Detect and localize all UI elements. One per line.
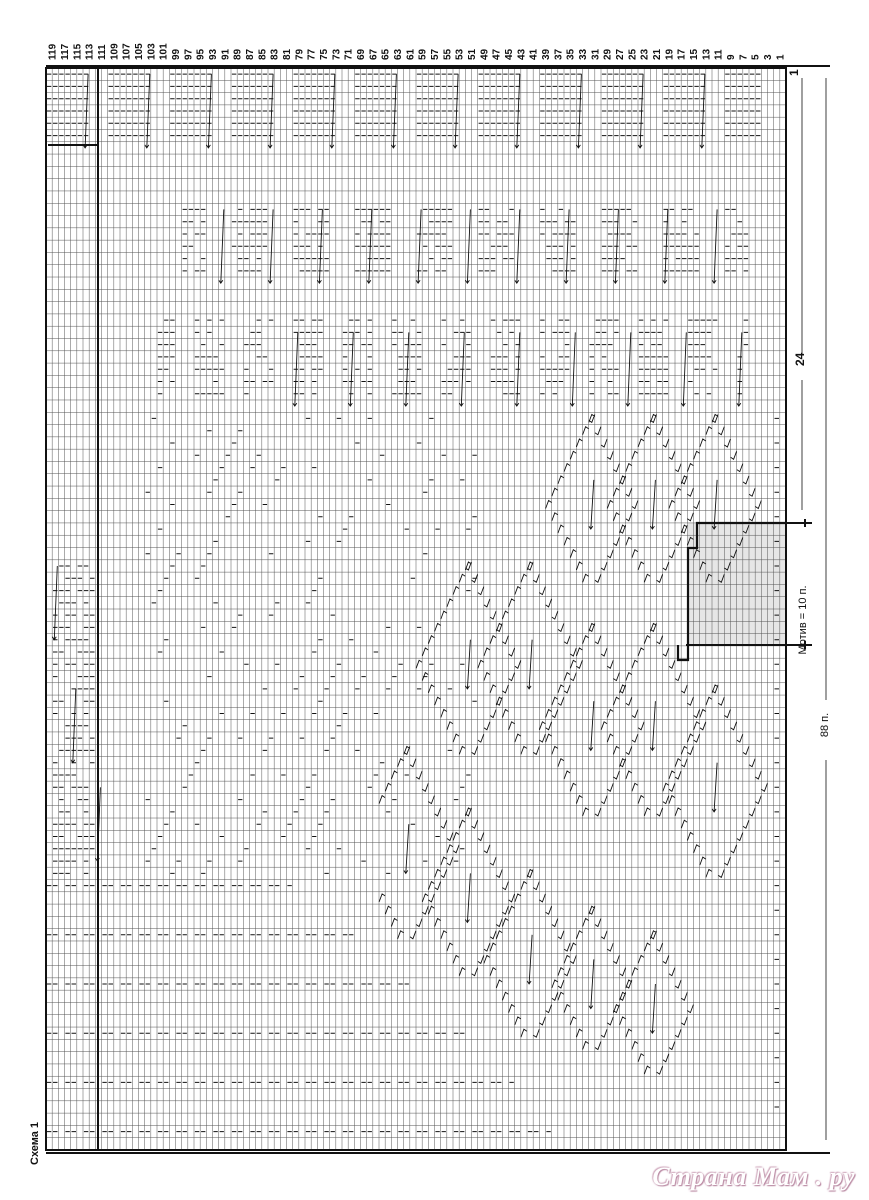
row-number-label: 55 (442, 48, 454, 60)
row-number-label: 9 (726, 54, 737, 60)
grid-line-mesh (46, 68, 786, 1150)
row-number-label: 29 (602, 48, 614, 60)
motif-shade-rect (688, 523, 786, 645)
row-number-label: 43 (516, 48, 528, 60)
row-number-label: 85 (257, 48, 269, 60)
row-number-label: 23 (639, 48, 651, 60)
row-number-label: 15 (689, 48, 700, 60)
row-number-label: 45 (504, 48, 515, 60)
motif-highlight (688, 523, 786, 645)
row-number-label: 57 (430, 48, 441, 60)
row-number-label: 87 (245, 48, 256, 60)
row-number-label: 1 (775, 54, 787, 60)
row-number-label: 37 (553, 48, 565, 60)
row-number-label: 47 (491, 48, 503, 60)
row-number-label: 91 (220, 48, 232, 60)
row-number-label: 41 (528, 48, 540, 60)
row-number-label: 19 (664, 48, 676, 60)
row-number-label: 93 (208, 48, 219, 60)
row-number-label: 25 (627, 48, 639, 60)
row-number-label: 119 (47, 43, 59, 60)
row-number-label: 107 (121, 43, 133, 60)
row-number-label: 117 (60, 43, 71, 60)
row-number-label: 49 (479, 48, 491, 60)
row-number-label: 59 (417, 48, 429, 60)
row-number-header (48, 43, 787, 60)
row-number-label: 89 (232, 48, 244, 60)
row-number-label: 5 (750, 54, 762, 60)
row-number-label: 31 (590, 48, 602, 60)
stitch-symbols (47, 74, 779, 1132)
total-stitches-label: 88 п. (819, 712, 831, 738)
row-number-label: 7 (738, 54, 750, 60)
purl-stitch-symbols (47, 74, 779, 1132)
row-number-label: 69 (356, 48, 367, 60)
site-watermark: Страна Мам . ру (652, 1162, 855, 1191)
row-number-label: 73 (331, 48, 343, 60)
row-number-label: 103 (146, 43, 158, 60)
row-number-label: 17 (676, 48, 688, 60)
row-number-label: 11 (713, 49, 725, 60)
row-number-label: 39 (541, 48, 552, 60)
row-24-marker: 24 (793, 352, 807, 366)
row-number-label: 105 (134, 43, 145, 60)
chart-title: Схема 1 (29, 1121, 41, 1165)
row-number-label: 3 (763, 54, 774, 60)
row-number-label: 99 (171, 48, 182, 60)
row-number-label: 51 (467, 48, 478, 60)
chart-grid (46, 68, 786, 1150)
row-number-label: 75 (319, 48, 330, 60)
row-number-label: 113 (84, 43, 96, 60)
row-number-label: 71 (343, 48, 355, 60)
motif-size-label: Мотив = 10 п. (797, 585, 809, 655)
row-number-label: 53 (454, 48, 466, 60)
row-number-label: 77 (306, 48, 318, 60)
row-number-label: 27 (615, 48, 626, 60)
row-number-label: 63 (393, 48, 404, 60)
row-number-label: 13 (701, 48, 713, 60)
decrease-arrow-symbols (52, 74, 742, 1033)
row-number-label: 61 (405, 48, 417, 60)
row-number-label: 35 (565, 48, 577, 60)
row-number-label: 109 (109, 43, 121, 60)
row-number-label: 101 (158, 43, 170, 60)
row-number-label: 95 (195, 48, 207, 60)
row-number-label: 33 (578, 48, 589, 60)
row-number-label: 83 (269, 48, 281, 60)
row-number-label: 111 (97, 44, 108, 60)
row-number-label: 79 (294, 48, 306, 60)
row-number-label: 21 (652, 48, 663, 60)
row-number-label: 81 (282, 48, 293, 60)
corner-row-marker: 1 (787, 69, 801, 76)
row-number-label: 97 (183, 48, 195, 60)
row-number-label: 65 (380, 48, 392, 60)
row-number-label: 67 (368, 48, 380, 60)
row-number-label: 115 (72, 43, 84, 60)
